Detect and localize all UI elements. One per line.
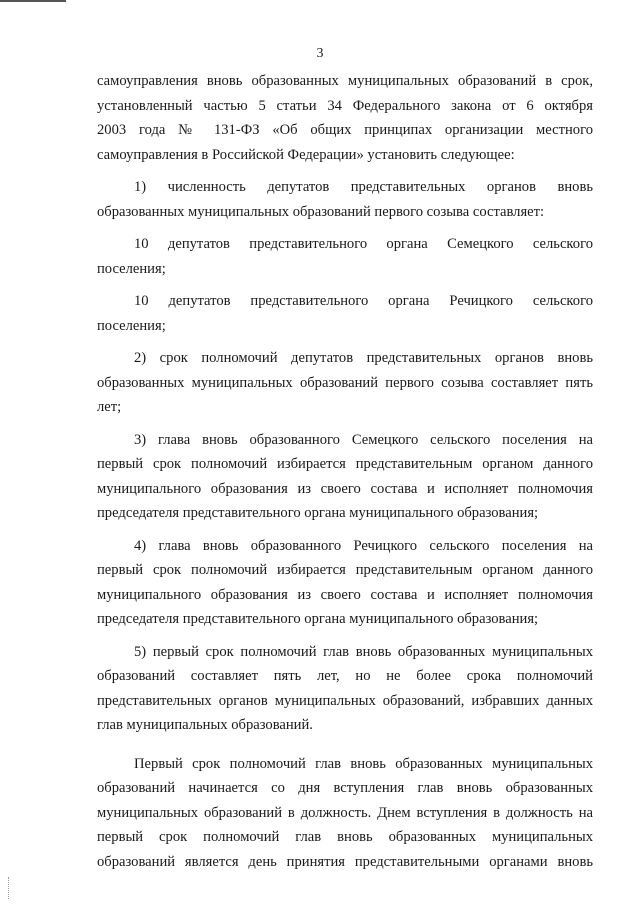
text-line: муниципальных образований в должность. Днем вступления в должность на [97,804,593,821]
text-line: 1) численность депутатов представительных органов вновь [134,179,593,195]
paragraph-item-5 [97,640,593,738]
paragraph-item-1 [97,175,593,224]
text-line: Первый срок полномочий глав вновь образованных муниципальных [134,755,593,772]
text-line: поселения; [97,260,166,277]
text-line: муниципального образования из своего состава и исполняет полномочия [97,586,593,603]
text-line: председателя представительного органа муниципального образования; [97,505,539,521]
text-line: глав муниципальных образований. [97,717,313,733]
text-line: 2) срок полномочий депутатов представительных органов вновь [134,350,593,366]
paragraph-item-4 [97,534,593,632]
text-line: образований начинается со дня вступления глав вновь образованных [97,780,593,796]
text-line: 2003 года № 131-ФЗ «Об общих принципах организации местного [97,122,593,138]
paragraph-term-start [97,752,593,875]
paragraph-continuation [97,69,593,167]
text-line: 3) глава вновь образованного Семецкого сельского поселения на [134,431,593,448]
text-line: установленный частью 5 статьи 34 Федерального закона от 6 октября [97,97,593,114]
paragraph-rechitsky-deputies [97,289,593,338]
text-line: председателя представительного органа муниципального образования; [97,611,539,627]
scan-margin-mark [8,877,11,899]
page-number: 3 [316,46,324,61]
text-line: самоуправления вновь образованных муниципальных образований в срок, [97,73,593,89]
text-line: поселения; [97,317,166,334]
text-line: образованных муниципальных образований первого созыва составляет: [97,203,545,220]
scan-edge-line [0,0,66,2]
text-line: 10 депутатов представительного органа Речицкого сельского [134,293,593,309]
document-body [97,69,593,874]
text-line: муниципального образования из своего состава и исполняет полномочия [97,480,593,497]
text-line: 4) глава вновь образованного Речицкого сельского поселения на [134,537,593,554]
text-line: лет; [97,399,122,415]
text-line: первый срок полномочий избирается представительным органом данного [97,562,593,578]
text-line: первый срок полномочий избирается представительным органом данного [97,456,593,472]
text-line: 10 депутатов представительного органа Семецкого сельского [134,236,593,252]
text-line: представительных органов муниципальных образований, избравших данных [97,692,593,709]
text-line: образованных муниципальных образований первого созыва составляет пять [97,374,593,391]
text-line: образований является день принятия представительными органами вновь [97,853,593,870]
paragraph-semetsky-deputies [97,232,593,281]
paragraph-item-3 [97,428,593,526]
text-line: 5) первый срок полномочий глав вновь образованных муниципальных [134,643,593,660]
text-line: образований составляет пять лет, но не более срока полномочий [97,668,593,684]
text-line: первый срок полномочий глав вновь образованных муниципальных [97,829,593,845]
paragraph-item-2 [97,346,593,420]
text-line: самоуправления в Российской Федерации» установить следующее: [97,146,515,163]
